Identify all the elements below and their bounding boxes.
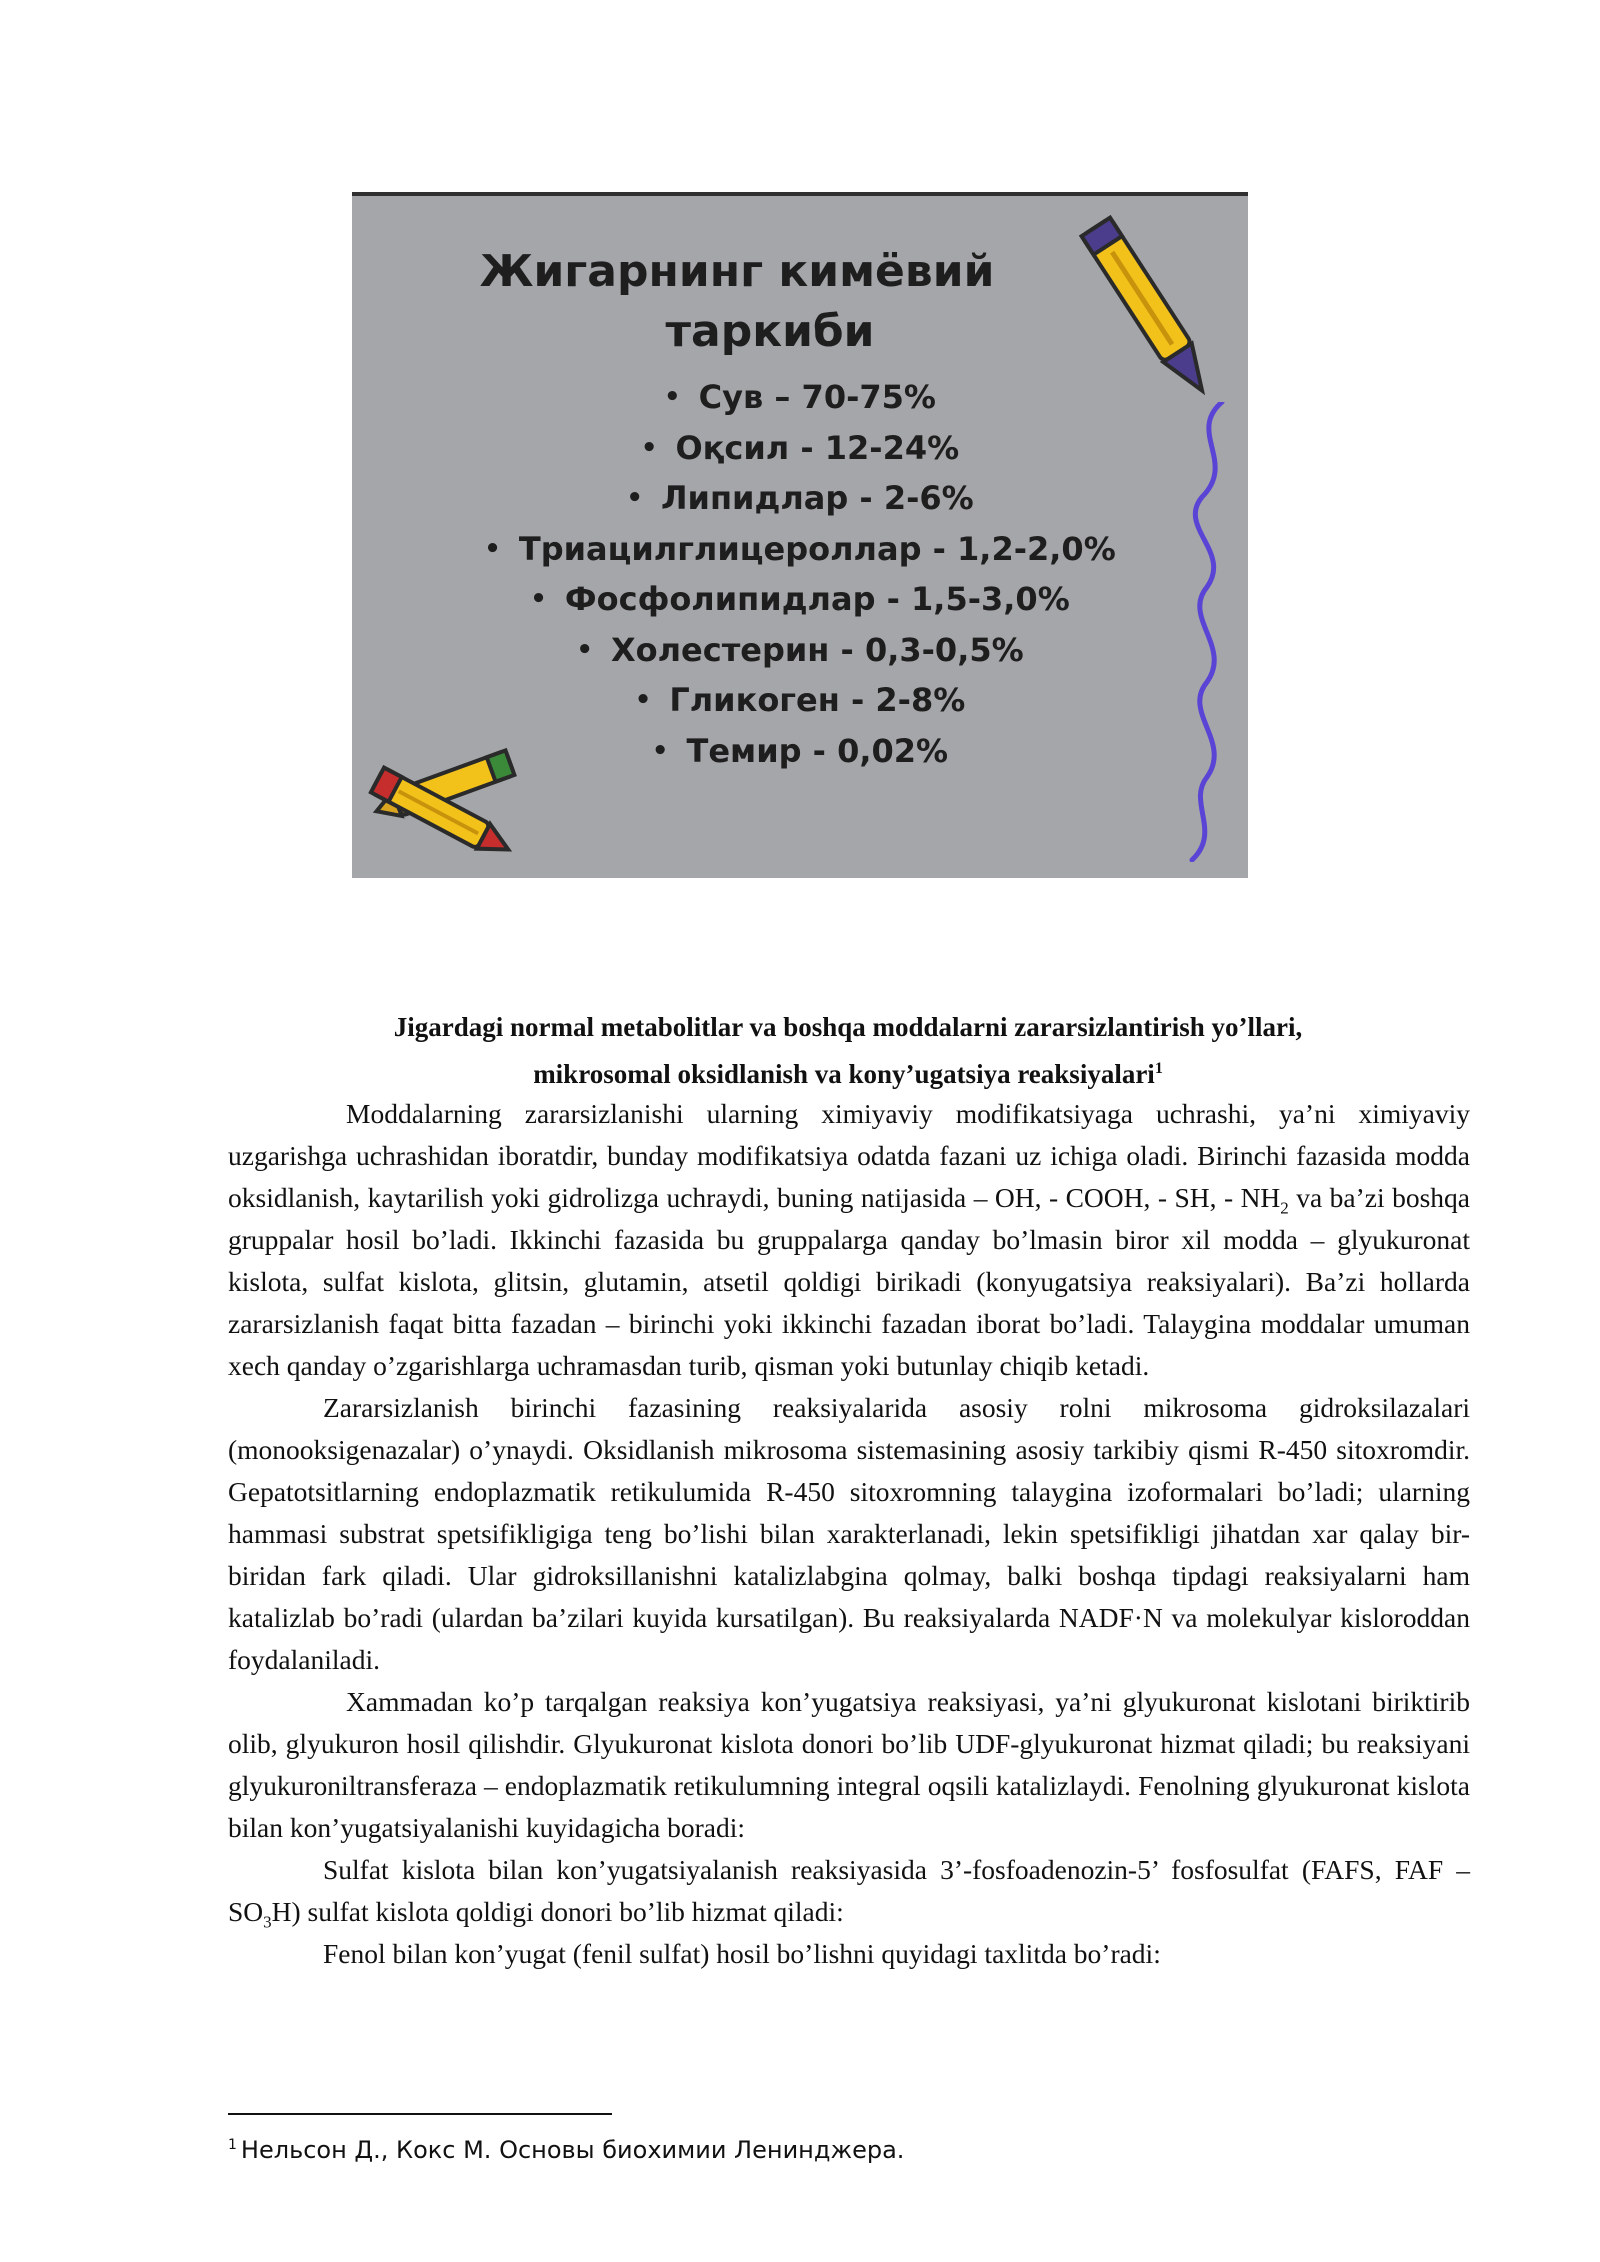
slide-title <box>352 242 1248 362</box>
slide-top-border <box>352 192 1248 196</box>
list-item: • Сув – 70-75% <box>664 378 936 416</box>
composition-list <box>352 372 1248 776</box>
list-item: • Оқсил - 12-24% <box>640 428 960 467</box>
list-item: • Темир - 0,02% <box>651 731 949 770</box>
footnote-divider <box>228 2113 612 2115</box>
body-text <box>228 1093 1470 1975</box>
section-heading <box>228 1006 1468 1095</box>
slide-title-line2: таркиби <box>665 306 875 357</box>
slide-title-line1: Жигарнинг кимёвий <box>479 246 995 297</box>
slide-image <box>352 192 1248 878</box>
paragraph: Zararsizlanish birinchi fazasining reaksiyalarida asosiy rolni mikrosoma gidroksilazalari (monooksigenazalar) o’ynaydi. Oksidlanish mikrosoma sistemasining asosiy tarkibiy qismi R-450 sitoxromdir. Gepatotsitlarning endoplazmatik retikulumida R-450 sitoxromning talaygina izoformalari bo’ladi; ularning hammasi substrat spetsifikligiga teng bo’lishi bilan xarakterlanadi, lekin spetsifikligi jihatdan xar qalay bir-biridan fark qiladi. Ular gidroksillanishni katalizlabgina qolmay, balki boshqa tipdagi reaksiyalarni ham katalizlab bo’radi (ulardan ba’zilari kuyida kursatilgan). Bu reaksiyalarda NADF·N va molekulyar kisloroddan foydalaniladi. <box>228 1392 1470 1675</box>
paragraph: Sulfat kislota bilan kon’yugatsiyalanish reaksiyasida 3’-fosfoadenozin-5’ fosfosulfat (FAFS, FAF – $SO_3H$) sulfat kislota qoldigi donori bo’lib hizmat qiladi: <box>228 1854 1470 1932</box>
list-item: • Холестерин - 0,3-0,5% <box>576 630 1024 669</box>
list-item: • Фосфолипидлар - 1,5-3,0% <box>530 580 1070 618</box>
paragraph: Xammadan ko’p tarqalgan reaksiya kon’yugatsiya reaksiyasi, ya’ni glyukuronat kislotani biriktirib olib, glyukuron hosil qilishdir. Glyukuronat kislota donori bo’lib UDF-glyukuronat hizmat qiladi; bu reaksiyani glyukuroniltransferaza – endoplazmatik retikulumning integral oqsili katalizlaydi. Fenolning glyukuronat kislota bilan kon’yugatsiyalanishi kuyidagicha boradi: <box>228 1686 1470 1843</box>
paragraph: Moddalarning zararsizlanishi ularning ximiyaviy modifikatsiyaga uchrashi, ya’ni ximiyaviy uzgarishga uchrashidan iboratdir, bunday modifikatsiya odatda fazani uz ichiga oladi. Birinchi fazasida modda oksidlanish, kaytarilish yoki gidrolizga uchraydi, buning natijasida – OH, - COOH, - SH, - $NH_2$ va ba’zi boshqa gruppalar hosil bo’ladi. Ikkinchi fazasida bu gruppalarga qanday bo’lmasin biror xil modda – glyukuronat kislota, sulfat kislota, glitsin, glutamin, atsetil qoldigi birikadi (konyugatsiya reaksiyalari). Ba’zi hollarda zararsizlanish faqat bitta fazadan – birinchi yoki ikkinchi fazadan iborat bo’ladi. Talaygina moddalar umuman xech qanday o’zgarishlarga uchramasdan turib, qisman yoki butunlay chiqib ketadi. <box>228 1098 1471 1381</box>
heading-line2: mikrosomal oksidlanish va kony’ugatsiya reaksiyalari$^1$ <box>533 1059 1163 1089</box>
footnote-mark: 1 <box>228 2137 237 2153</box>
list-item: • Гликоген - 2-8% <box>634 681 966 719</box>
footnote <box>228 2127 904 2168</box>
heading-line1: Jigardagi normal metabolitlar va boshqa moddalarni zararsizlantirish yo’llari, <box>393 1012 1303 1042</box>
list-item: • Липидлар - 2-6% <box>626 479 974 517</box>
footnote-text: Нельсон Д., Кокс М. Основы биохимии Ленинджера. <box>240 2136 905 2164</box>
footnote-reference[interactable]: 1 <box>1154 1060 1163 1077</box>
list-item: • Триацилглицероллар - 1,2-2,0% <box>484 529 1116 568</box>
paragraph: Fenol bilan kon’yugat (fenil sulfat) hosil bo’lishni quyidagi taxlitda bo’radi: <box>323 1938 1161 1969</box>
